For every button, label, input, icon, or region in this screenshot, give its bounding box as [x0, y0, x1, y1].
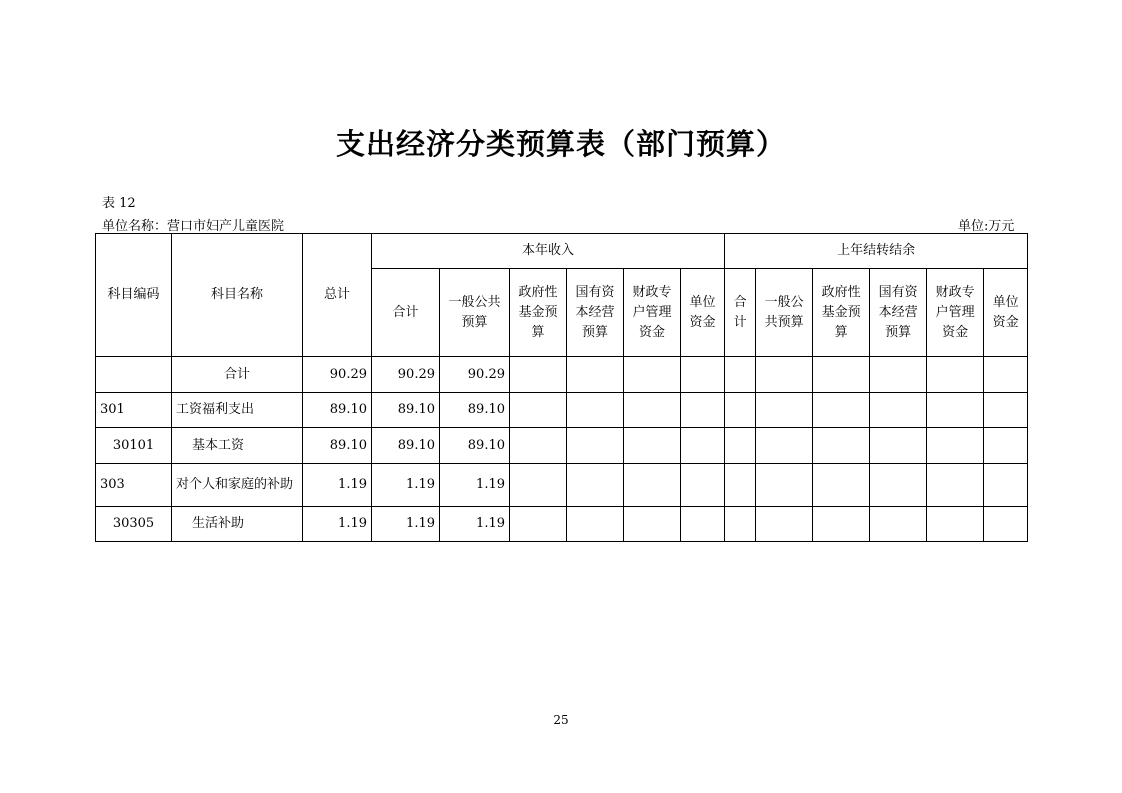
group-header-current-year: 本年收入 — [372, 234, 725, 269]
cell-code: 30305 — [96, 507, 172, 542]
cell-empty — [756, 507, 813, 542]
cell-empty — [927, 393, 984, 428]
table-row — [96, 393, 1028, 428]
cell-code — [96, 357, 172, 393]
cell-empty — [624, 507, 681, 542]
col-header-current-general: 一般公共预算 — [440, 269, 510, 357]
cell-current-general: 89.10 — [440, 428, 510, 464]
cell-empty — [510, 428, 567, 464]
cell-empty — [870, 393, 927, 428]
col-header-current-sum: 合计 — [372, 269, 440, 357]
cell-empty — [681, 428, 725, 464]
cell-total: 1.19 — [303, 507, 372, 542]
cell-current-sum: 89.10 — [372, 428, 440, 464]
cell-name: 工资福利支出 — [172, 393, 303, 428]
cell-total: 89.10 — [303, 393, 372, 428]
cell-empty — [624, 393, 681, 428]
cell-name: 对个人和家庭的补助 — [172, 464, 303, 507]
cell-empty — [984, 428, 1028, 464]
cell-empty — [927, 464, 984, 507]
cell-empty — [567, 507, 624, 542]
cell-current-sum: 90.29 — [372, 357, 440, 393]
cell-empty — [725, 507, 756, 542]
unit-name: 单位名称：营口市妇产儿童医院 — [102, 219, 285, 234]
col-header-code: 科目编码 — [96, 234, 172, 357]
cell-empty — [813, 464, 870, 507]
cell-name: 基本工资 — [172, 428, 303, 464]
cell-empty — [756, 428, 813, 464]
page-number: 25 — [553, 713, 569, 727]
col-header-carry-special: 财政专户管理资金 — [927, 269, 984, 357]
group-header-carryover: 上年结转结余 — [725, 234, 1028, 269]
cell-empty — [681, 464, 725, 507]
col-header-carry-capital: 国有资本经营预算 — [870, 269, 927, 357]
cell-empty — [725, 428, 756, 464]
col-header-carry-sum: 合计 — [725, 269, 756, 357]
cell-total: 1.19 — [303, 464, 372, 507]
cell-empty — [927, 428, 984, 464]
unit-label: 单位:万元 — [958, 219, 1015, 234]
cell-code: 303 — [96, 464, 172, 507]
cell-total: 89.10 — [303, 428, 372, 464]
cell-empty — [510, 464, 567, 507]
col-header-carry-general: 一般公共预算 — [756, 269, 813, 357]
cell-empty — [567, 393, 624, 428]
cell-empty — [624, 428, 681, 464]
cell-empty — [984, 393, 1028, 428]
cell-empty — [510, 507, 567, 542]
cell-empty — [927, 357, 984, 393]
col-header-current-capital: 国有资本经营预算 — [567, 269, 624, 357]
cell-empty — [984, 464, 1028, 507]
cell-empty — [725, 357, 756, 393]
cell-current-sum: 89.10 — [372, 393, 440, 428]
cell-empty — [813, 393, 870, 428]
cell-code: 301 — [96, 393, 172, 428]
table-row — [96, 464, 1028, 507]
cell-current-general: 1.19 — [440, 507, 510, 542]
cell-empty — [510, 393, 567, 428]
col-header-current-fund: 政府性基金预算 — [510, 269, 567, 357]
col-header-total: 总计 — [303, 234, 372, 357]
cell-empty — [984, 507, 1028, 542]
cell-current-sum: 1.19 — [372, 507, 440, 542]
cell-empty — [567, 428, 624, 464]
cell-empty — [681, 393, 725, 428]
cell-empty — [870, 357, 927, 393]
col-header-carry-unit: 单位资金 — [984, 269, 1028, 357]
budget-table — [95, 233, 1028, 542]
page-title: 支出经济分类预算表（部门预算） — [335, 127, 786, 161]
table-row — [96, 357, 1028, 393]
cell-empty — [510, 357, 567, 393]
cell-empty — [927, 507, 984, 542]
cell-empty — [870, 428, 927, 464]
cell-name: 合计 — [172, 357, 303, 393]
col-header-carry-fund: 政府性基金预算 — [813, 269, 870, 357]
cell-current-sum: 1.19 — [372, 464, 440, 507]
cell-current-general: 1.19 — [440, 464, 510, 507]
cell-empty — [870, 464, 927, 507]
cell-empty — [681, 507, 725, 542]
cell-empty — [756, 393, 813, 428]
cell-current-general: 90.29 — [440, 357, 510, 393]
cell-empty — [870, 507, 927, 542]
cell-empty — [567, 357, 624, 393]
cell-empty — [813, 428, 870, 464]
header-row-1 — [96, 234, 1028, 269]
cell-total: 90.29 — [303, 357, 372, 393]
col-header-name: 科目名称 — [172, 234, 303, 357]
cell-name: 生活补助 — [172, 507, 303, 542]
cell-empty — [725, 464, 756, 507]
cell-empty — [624, 357, 681, 393]
table-row — [96, 507, 1028, 542]
table-number: 表 12 — [102, 196, 136, 211]
cell-empty — [813, 507, 870, 542]
cell-empty — [756, 357, 813, 393]
cell-empty — [984, 357, 1028, 393]
cell-empty — [567, 464, 624, 507]
cell-empty — [813, 357, 870, 393]
col-header-current-unit: 单位资金 — [681, 269, 725, 357]
cell-empty — [725, 393, 756, 428]
cell-empty — [756, 464, 813, 507]
table-row — [96, 428, 1028, 464]
cell-current-general: 89.10 — [440, 393, 510, 428]
cell-empty — [624, 464, 681, 507]
cell-empty — [681, 357, 725, 393]
cell-code: 30101 — [96, 428, 172, 464]
col-header-current-special: 财政专户管理资金 — [624, 269, 681, 357]
